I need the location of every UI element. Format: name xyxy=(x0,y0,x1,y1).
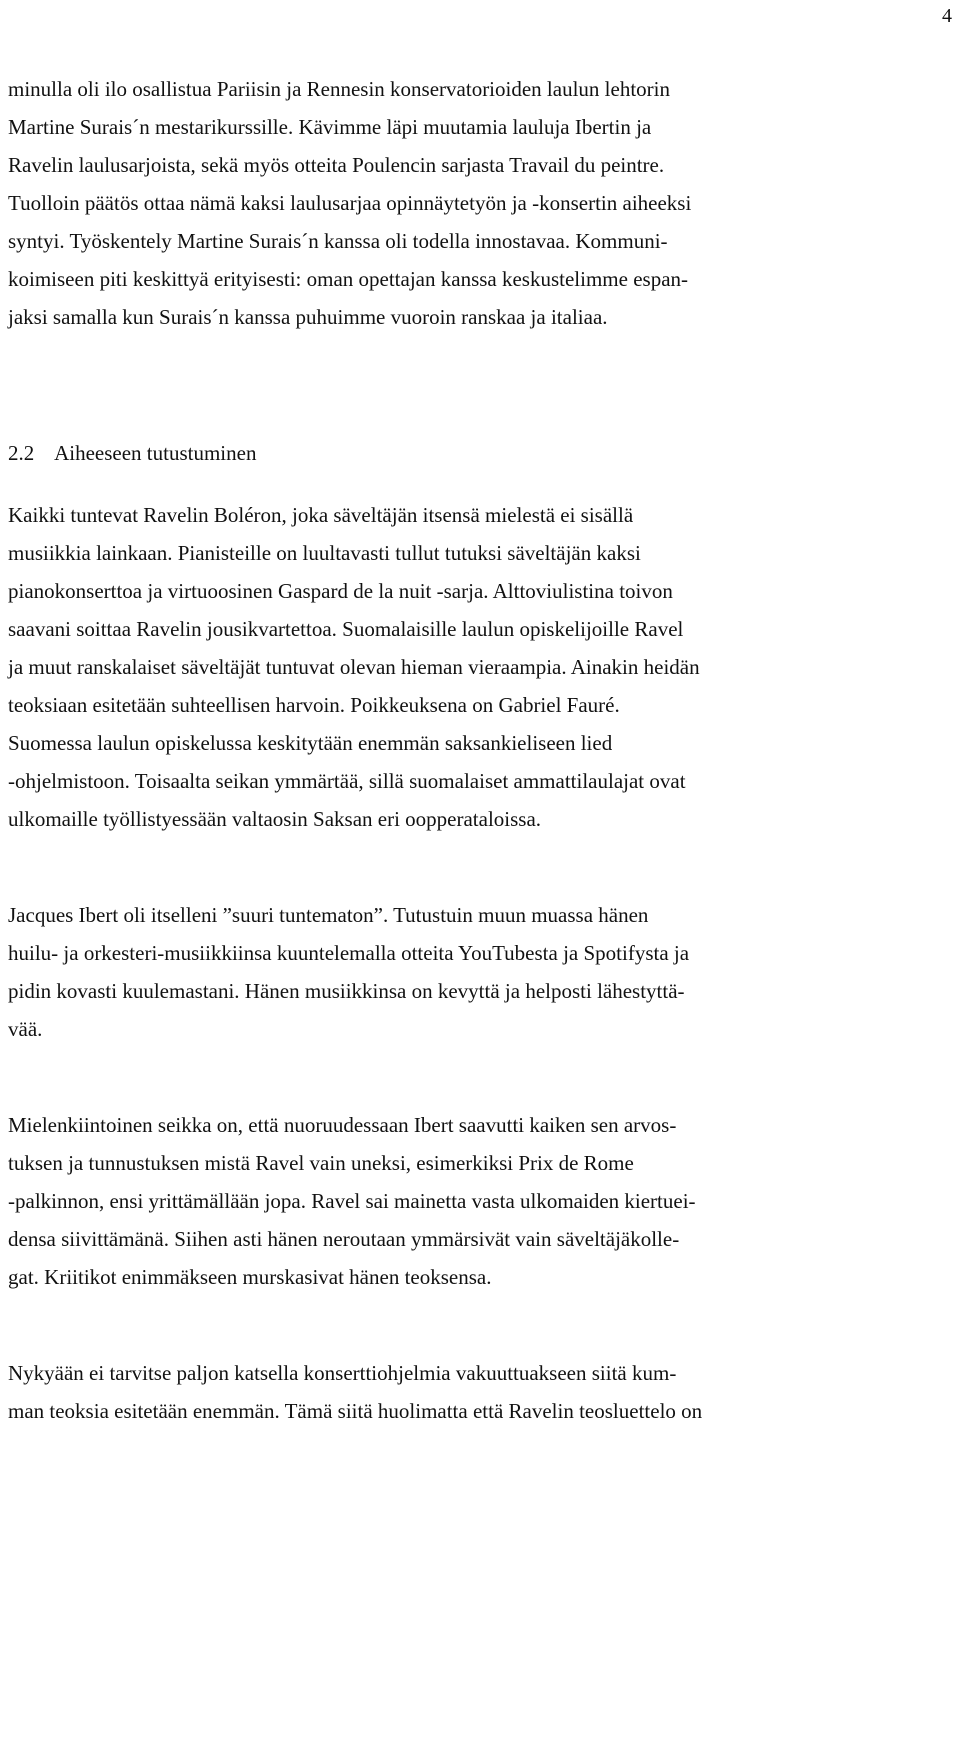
text-line: Kaikki tuntevat Ravelin Boléron, joka säveltäjän itsensä mielestä ei sisällä xyxy=(8,503,634,527)
text-line: saavani soittaa Ravelin jousikvartettoa. Suomalaisille laulun opiskelijoille Ravel xyxy=(8,617,684,641)
section-heading xyxy=(8,434,948,472)
text-line: tuksen ja tunnustuksen mistä Ravel vain uneksi, esimerkiksi Prix de Rome xyxy=(8,1151,634,1175)
text-line: Suomessa laulun opiskelussa keskitytään enemmän saksankieliseen lied xyxy=(8,731,613,755)
text-line: pianokonserttoa ja virtuoosinen Gaspard de la nuit -sarja. Alttoviulistina toivon xyxy=(8,579,673,603)
text-line: teoksiaan esitetään suhteellisen harvoin. Poikkeuksena on Gabriel Fauré. xyxy=(8,693,620,717)
document-body xyxy=(8,70,948,1430)
page-number: 4 xyxy=(942,5,952,27)
text-line: syntyi. Työskentely Martine Surais´n kanssa oli todella innostavaa. Kommuni- xyxy=(8,229,668,253)
text-line: vää. xyxy=(8,1017,43,1041)
text-line: gat. Kriitikot enimmäkseen murskasivat hänen teoksensa. xyxy=(8,1265,492,1289)
section-number: 2.2 xyxy=(8,441,35,465)
paragraph-ibert xyxy=(8,896,948,1048)
text-line: pidin kovasti kuulemastani. Hänen musiikkinsa on kevyttä ja helposti lähestyttä- xyxy=(8,979,685,1003)
text-line: jaksi samalla kun Surais´n kanssa puhuimme vuoroin ranskaa ja italiaa. xyxy=(8,305,608,329)
paragraph-concerts xyxy=(8,1354,948,1430)
text-line: Ravelin laulusarjoista, sekä myös otteita Poulencin sarjasta Travail du peintre. xyxy=(8,153,665,177)
text-line: -ohjelmistoon. Toisaalta seikan ymmärtää, sillä suomalaiset ammattilaulajat ovat xyxy=(8,769,686,793)
text-line: koimiseen piti keskittyä erityisesti: oman opettajan kanssa keskustelimme espan- xyxy=(8,267,689,291)
text-line: densa siivittämänä. Siihen asti hänen neroutaan ymmärsivät vain säveltäjäkolle- xyxy=(8,1227,680,1251)
text-line: -palkinnon, ensi yrittämällään jopa. Ravel sai mainetta vasta ulkomaiden kiertuei- xyxy=(8,1189,696,1213)
text-line: man teoksia esitetään enemmän. Tämä siitä huolimatta että Ravelin teosluettelo on xyxy=(8,1399,703,1423)
text-line: musiikkia lainkaan. Pianisteille on luultavasti tullut tutuksi säveltäjän kaksi xyxy=(8,541,641,565)
text-line: Tuolloin päätös ottaa nämä kaksi laulusarjaa opinnäytetyön ja -konsertin aiheeksi xyxy=(8,191,692,215)
text-line: Nykyään ei tarvitse paljon katsella konserttiohjelmia vakuuttuakseen siitä kum- xyxy=(8,1361,677,1385)
paragraph-comparison xyxy=(8,1106,948,1296)
text-line: Jacques Ibert oli itselleni ”suuri tuntematon”. Tutustuin muun muassa hänen xyxy=(8,903,649,927)
text-line: Mielenkiintoinen seikka on, että nuoruudessaan Ibert saavutti kaiken sen arvos- xyxy=(8,1113,677,1137)
paragraph-ravel xyxy=(8,496,948,838)
text-line: ja muut ranskalaiset säveltäjät tuntuvat olevan hieman vieraampia. Ainakin heidän xyxy=(8,655,700,679)
text-line: minulla oli ilo osallistua Pariisin ja Rennesin konservatorioiden laulun lehtorin xyxy=(8,77,670,101)
text-line: ulkomaille työllistyessään valtaosin Saksan eri oopperataloissa. xyxy=(8,807,542,831)
section-title: Aiheeseen tutustuminen xyxy=(54,441,257,465)
text-line: huilu- ja orkesteri-musiikkiinsa kuuntelemalla otteita YouTubesta ja Spotifysta ja xyxy=(8,941,690,965)
text-line: Martine Surais´n mestarikurssille. Kävimme läpi muutamia lauluja Ibertin ja xyxy=(8,115,652,139)
paragraph-intro xyxy=(8,70,948,336)
